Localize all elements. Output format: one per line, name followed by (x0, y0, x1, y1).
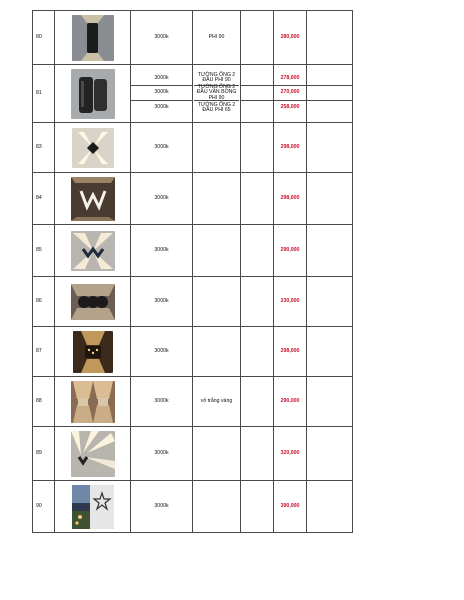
item-number: 85 (33, 225, 55, 277)
item-number: 90 (33, 481, 55, 533)
item-number: 89 (33, 427, 55, 481)
product-photo-cell (55, 427, 131, 481)
color-temperature: 3000k (154, 104, 169, 111)
price: 320,000 (274, 427, 307, 481)
empty-cell (241, 377, 274, 427)
wall-light-w-shape-photo (71, 177, 115, 221)
product-description: TƯỜNG ỐNG 2 ĐẦU PHI 90 (194, 72, 239, 87)
empty-cell (307, 327, 353, 377)
product-description-group (193, 65, 241, 123)
item-number: 83 (33, 123, 55, 173)
table-row (33, 65, 353, 123)
price: 280,000 (274, 11, 307, 65)
product-description (193, 481, 241, 533)
table-row (33, 225, 353, 277)
wall-light-wing-photo (71, 231, 115, 271)
color-temperature: 3000k (131, 123, 193, 173)
empty-cell (241, 225, 274, 277)
empty-cell (307, 427, 353, 481)
color-temperature: 3000k (131, 277, 193, 327)
price: 298,000 (274, 327, 307, 377)
product-description: vỏ trắng vàng (193, 377, 241, 427)
color-temperature: 3000k (131, 481, 193, 533)
wall-light-cylinder-two-way-photo (72, 15, 114, 61)
empty-cell (307, 481, 353, 533)
wall-light-tube-two-end-photo (71, 69, 115, 119)
product-photo-cell (55, 11, 131, 65)
color-temperature: 3000k (131, 377, 193, 427)
price: 230,000 (274, 277, 307, 327)
product-price-table (32, 10, 353, 533)
product-description (193, 277, 241, 327)
color-temperature: 3000k (131, 11, 193, 65)
product-description (193, 173, 241, 225)
price: 270,000 (274, 86, 306, 101)
wall-light-double-up-down-photo (71, 381, 115, 423)
product-photo-cell (55, 377, 131, 427)
price: 278,000 (274, 72, 306, 87)
empty-cell (241, 327, 274, 377)
product-description (193, 427, 241, 481)
wall-light-patterned-photo (73, 331, 113, 373)
product-photo-cell (55, 277, 131, 327)
color-temperature: 3000k (131, 72, 192, 87)
product-description: PHI 90 (193, 11, 241, 65)
empty-cell (307, 123, 353, 173)
product-description: TƯỜNG ỐNG 2 ĐẦU VÂN BÓNG PHI 90 (194, 86, 239, 101)
table-row (33, 123, 353, 173)
empty-cell (241, 65, 274, 123)
empty-cell (241, 277, 274, 327)
item-number: 86 (33, 277, 55, 327)
empty-cell (307, 377, 353, 427)
price: 390,000 (274, 481, 307, 533)
wall-light-triple-round-photo (71, 284, 115, 320)
color-temperature: 3000k (131, 427, 193, 481)
empty-cell (307, 173, 353, 225)
empty-cell (241, 481, 274, 533)
table-row (33, 11, 353, 65)
item-number: 84 (33, 173, 55, 225)
item-number: 80 (33, 11, 55, 65)
product-description (193, 225, 241, 277)
item-number: 88 (33, 377, 55, 427)
color-temperature: 3000k (131, 86, 192, 101)
wall-light-diamond-photo (72, 128, 114, 168)
empty-cell (307, 225, 353, 277)
wall-light-fan-rays-photo (71, 431, 115, 477)
table-row (33, 377, 353, 427)
product-photo-cell (55, 173, 131, 225)
empty-cell (307, 11, 353, 65)
empty-cell (241, 11, 274, 65)
product-photo-cell (55, 327, 131, 377)
price: 298,000 (274, 123, 307, 173)
color-temperature: 3000k (131, 173, 193, 225)
color-temperature: 3000k (131, 327, 193, 377)
table-row (33, 427, 353, 481)
color-temperature-group (131, 65, 193, 123)
wall-light-star-outdoor-photo (72, 485, 114, 529)
product-description (193, 123, 241, 173)
empty-cell (307, 65, 353, 123)
empty-cell (241, 123, 274, 173)
empty-cell (307, 277, 353, 327)
table-row (33, 277, 353, 327)
empty-cell (241, 173, 274, 225)
table-row (33, 481, 353, 533)
price: 290,000 (274, 377, 307, 427)
empty-cell (241, 427, 274, 481)
product-description: TƯỜNG ỐNG 2 ĐẦU PHI 65 (197, 101, 236, 114)
product-photo-cell (55, 481, 131, 533)
item-number: 81 (33, 65, 55, 123)
table-row (33, 173, 353, 225)
product-photo-cell (55, 123, 131, 173)
table-row (33, 327, 353, 377)
price: 258,000 (280, 104, 300, 111)
product-photo-cell (55, 65, 131, 123)
price: 298,000 (274, 173, 307, 225)
color-temperature: 3000k (131, 225, 193, 277)
product-description (193, 327, 241, 377)
product-photo-cell (55, 225, 131, 277)
price: 290,000 (274, 225, 307, 277)
price-group (274, 65, 307, 123)
item-number: 87 (33, 327, 55, 377)
